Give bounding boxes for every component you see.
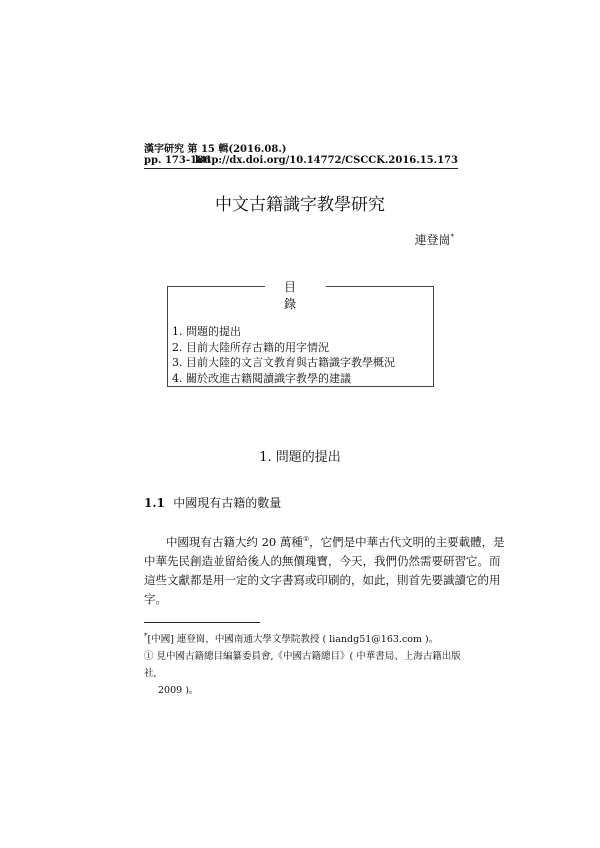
toc-item: 3. 目前大陸的文言文教育與古籍識字教學概況 [172,356,395,369]
journal-line: 漢字研究 第 15 輯(2016.08.) [144,144,287,155]
toc-list [172,324,395,386]
toc-top-rule-right [326,286,433,287]
footnote-ref[interactable]: ① [302,535,310,543]
toc-item: 2. 目前大陸所存古籍的用字情況 [172,340,329,354]
toc-heading: 目 錄 [283,280,308,311]
doi-link[interactable]: http://dx.doi.org/10.14772/CSCCK.2016.15.173 [194,155,458,166]
footnote-1: ① 見中國古籍總目編纂委員會,《中國古籍總目》( 中華書局、上海古籍出版社, [144,651,461,680]
author-footnote-mark: * [450,233,454,241]
paragraph-line: 這些文獻都是用一定的文字書寫或印刷的，如此，則首先要識讀它的用 [144,572,501,587]
footnote-1-continued: 2009 )。 [158,685,199,697]
toc-item: 4. 關於改進古籍閱讀識字教學的建議 [172,371,351,385]
footnote-mark: * [144,632,148,640]
footnotes [144,628,462,699]
paragraph-text: ，它們是中華古代文明的主要載體，是 [309,534,505,549]
page-range: pp. 173-186 [144,155,211,166]
author-name-text: 連登崗 [414,233,451,247]
section-heading-1: 1. 問題的提出 [259,450,341,465]
footnote-author [144,628,462,648]
author-name [414,231,454,248]
header-rule [144,168,458,169]
subsection-number: 1.1 [144,496,165,510]
toc-item: 1. 問題的提出 [172,325,241,338]
paragraph-line: 中華先民創造並留給後人的無價瑰寶，今天，我們仍然需要研習它。而 [144,553,501,568]
paragraph-text: 中國現有古籍大约 20 萬種 [165,534,303,549]
paper-title: 中文古籍識字教學研究 [215,195,385,215]
subsection-title: 中國現有古籍的數量 [173,496,282,510]
footnote-rule [144,622,260,623]
body-paragraph [144,530,505,609]
paragraph-line: 字。 [144,591,167,606]
toc-top-rule-left [167,286,265,287]
footnote-author-text: [中國] 連登崗，中國南通大學文學院教授 ( liandg51@163.com )。 [147,634,439,646]
subsection-heading-1-1 [144,494,281,511]
paragraph-line [144,530,505,552]
